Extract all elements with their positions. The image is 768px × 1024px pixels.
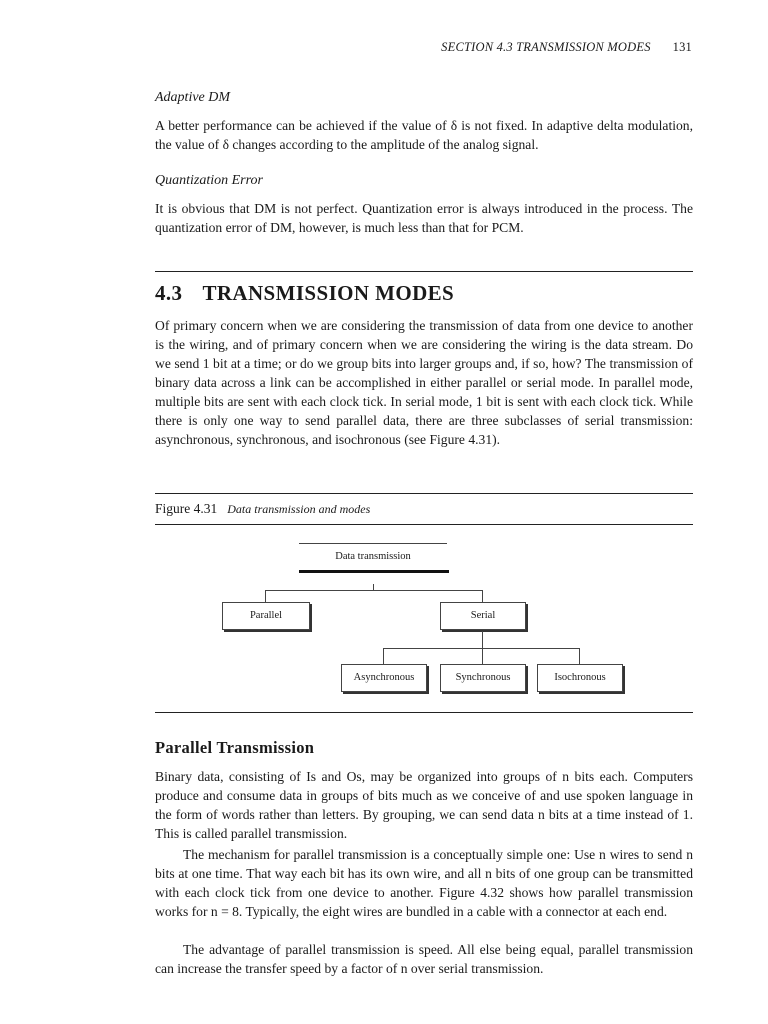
root-node-label: Data transmission	[335, 551, 411, 562]
adaptive-dm-paragraph: A better performance can be achieved if the value of δ is not fixed. In adaptive delta modulation, the value of δ changes according to the amplitude of the analog signal.	[155, 118, 693, 152]
parallel-paragraph-3: The advantage of parallel transmission is speed. All else being equal, parallel transmission can increase the transfer speed by a factor of n over serial transmission.	[155, 942, 693, 976]
figure-label: Figure 4.31	[155, 501, 218, 516]
serial-node: Serial	[440, 602, 526, 630]
root-stem	[373, 584, 374, 590]
parallel-paragraph-1: Binary data, consisting of Is and Os, may be organized into groups of n bits each. Computers produce and consume data in groups of bits much as we conceive of and use spoken language in the form of words rather than letters. By grouping, we can send data n bits at a time instead of 1. This is called parallel transmission.	[155, 769, 693, 841]
figure-title: Data transmission and modes	[227, 502, 371, 516]
parallel-paragraph-2: The mechanism for parallel transmission is a conceptually simple one: Use n wires to send n bits at one time. That way each bit has its own wire, and all n bits of one group can be transmitted with each clock tick from one device to another. Figure 4.32 shows how parallel transmission works for n = 8. Typically, the eight wires are bundled in a cable with a connector at each end.	[155, 847, 693, 919]
figure-top-rule	[155, 493, 693, 494]
quantization-error-paragraph: It is obvious that DM is not perfect. Quantization error is always introduced in the process. The quantization error of DM, however, is much less than that for PCM.	[155, 201, 693, 235]
isochronous-node: Isochronous	[537, 664, 623, 692]
section-title	[155, 281, 454, 306]
parallel-node: Parallel	[222, 602, 310, 630]
section-number: 4.3	[155, 281, 183, 305]
figure-caption-rule	[155, 524, 693, 525]
figure-caption	[155, 501, 370, 517]
page-number: 131	[672, 40, 692, 54]
section-rule	[155, 271, 693, 272]
serial-stem	[482, 631, 483, 648]
running-header-section: SECTION 4.3 TRANSMISSION MODES	[441, 40, 651, 54]
asynchronous-node: Asynchronous	[341, 664, 427, 692]
synchronous-node: Synchronous	[440, 664, 526, 692]
parallel-drop	[265, 590, 266, 602]
running-header	[441, 40, 692, 55]
iso-drop	[579, 648, 580, 664]
quantization-error-heading: Quantization Error	[155, 173, 263, 188]
section-intro-paragraph: Of primary concern when we are considering the transmission of data from one device to another is the wiring, and of primary concern when we are considering the wiring is the data stream. Do we send 1 bit at a time; or do we group bits into larger groups and, if so, how? The transmission of binary data across a link can be accomplished in either parallel or serial mode. In parallel mode, multiple bits are sent with each clock tick. In serial mode, 1 bit is sent with each clock tick. While there is only one way to send parallel data, there are three subclasses of serial transmission: asynchronous, synchronous, and isochronous (see Figure 4.31).	[155, 318, 693, 447]
parallel-transmission-heading: Parallel Transmission	[155, 738, 315, 757]
async-drop	[383, 648, 384, 664]
figure-bottom-rule	[155, 712, 693, 713]
sync-drop	[482, 648, 483, 664]
serial-drop	[482, 590, 483, 602]
level1-bus	[265, 590, 483, 591]
adaptive-dm-heading: Adaptive DM	[155, 90, 231, 105]
root-bottom-bar	[299, 570, 449, 573]
section-title-text: TRANSMISSION MODES	[202, 281, 455, 305]
root-top-line	[299, 543, 447, 544]
serial-children-bus	[383, 648, 580, 649]
